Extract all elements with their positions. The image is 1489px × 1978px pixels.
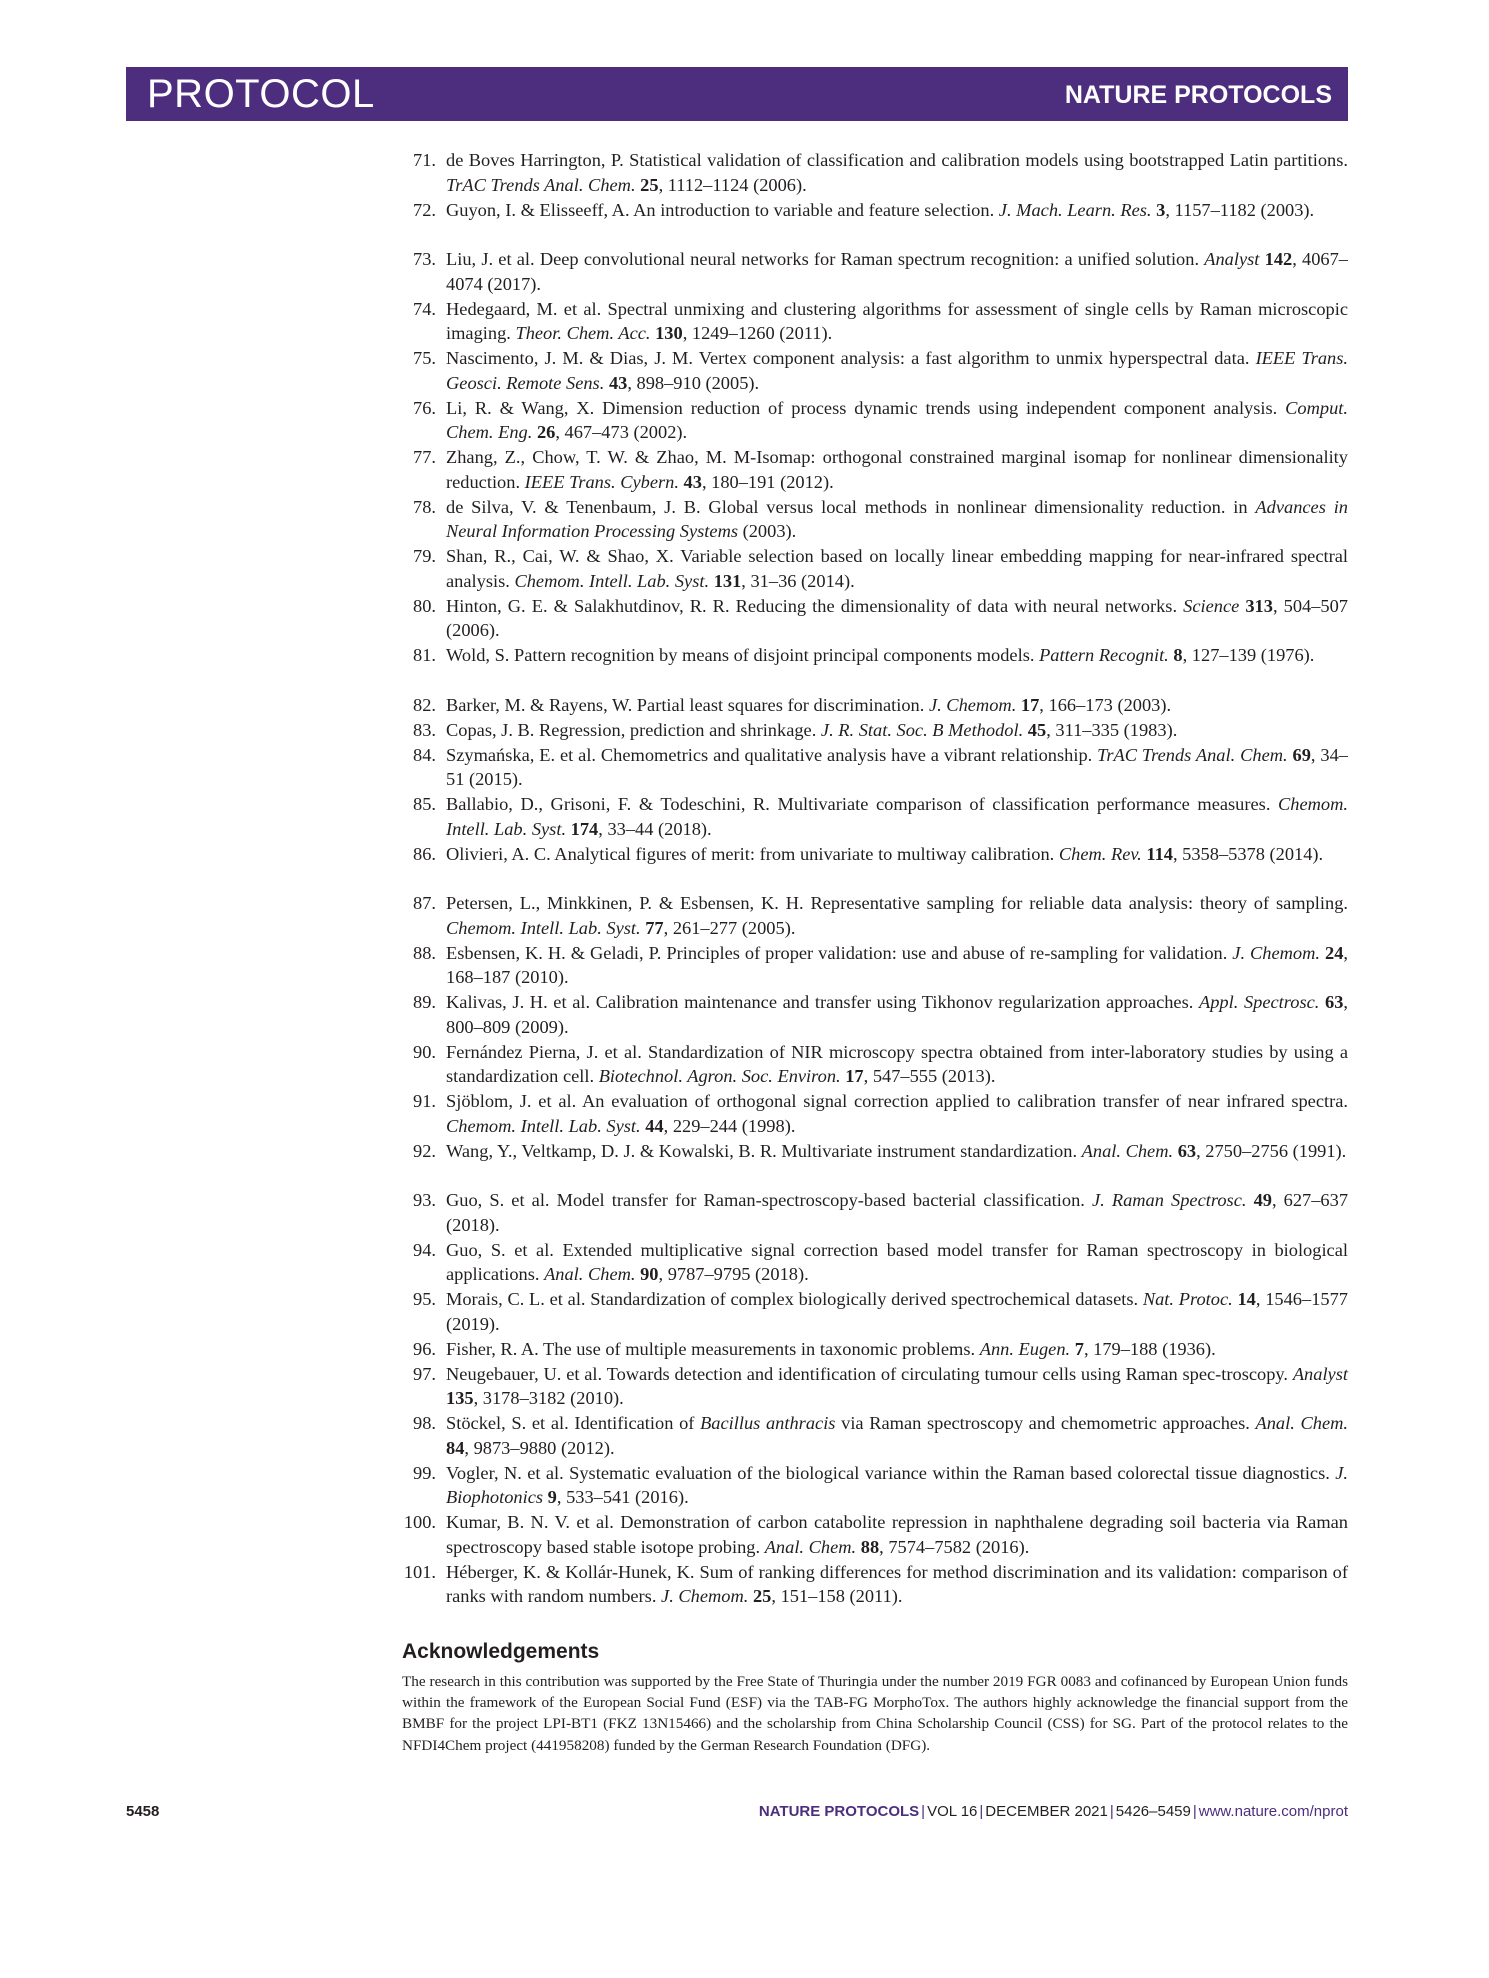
reference-text: , 1157–1182 (2003). (1165, 199, 1315, 220)
reference-text: , 261–277 (2005). (663, 917, 796, 938)
reference-text: Morais, C. L. et al. Standardization of complex biologically derived spectrochemical datasets. (446, 1289, 1143, 1309)
reference-volume: 43 (683, 471, 702, 492)
reference-text: Guo, S. et al. Model transfer for Raman-spectroscopy-based bacterial classification. (446, 1190, 1092, 1210)
reference-text: Vogler, N. et al. Systematic evaluation of the biological variance within the Raman based colorectal tissue diagnostics. (446, 1462, 1336, 1483)
reference-journal: Ann. Eugen. (979, 1338, 1071, 1359)
reference-volume: 17 (845, 1066, 864, 1086)
reference-journal: Science (1183, 595, 1240, 616)
reference-volume: 174 (570, 818, 599, 839)
footer-url-link[interactable]: www.nature.com/nprot (1198, 1803, 1348, 1820)
reference-volume: 7 (1074, 1338, 1084, 1359)
reference-volume: 131 (713, 570, 742, 591)
reference-text: , 166–173 (2003). (1039, 694, 1172, 715)
reference-number: 82. (413, 694, 436, 715)
reference-text: , 533–541 (2016). (556, 1487, 689, 1507)
reference-item (402, 1337, 1348, 1362)
reference-text (1246, 1190, 1253, 1210)
reference-volume: 90 (640, 1264, 659, 1284)
reference-item (402, 693, 1348, 718)
reference-journal: Anal. Chem. (1081, 1140, 1174, 1161)
reference-number: 99. (413, 1462, 436, 1483)
reference-journal: Analyst (1204, 249, 1260, 269)
reference-text: , 229–244 (1998). (663, 1115, 796, 1136)
reference-journal: IEEE Trans. Geosci. Remote Sens. (446, 348, 1348, 393)
reference-volume: 130 (655, 323, 683, 343)
reference-journal: Comput. Chem. Eng. (446, 397, 1348, 442)
reference-text: Kumar, B. N. V. et al. Demonstration of carbon catabolite repression in naphthalene degrading soil bacteria via Raman spectroscopy based stable isotope probing. (446, 1512, 1348, 1557)
reference-number: 90. (413, 1041, 436, 1062)
page-number: 5458 (126, 1803, 160, 1820)
reference-journal: J. Chemom. (1232, 942, 1321, 963)
reference-volume: 69 (1292, 744, 1311, 765)
reference-number: 73. (413, 249, 436, 269)
reference-item (402, 148, 1348, 198)
reference-number: 97. (413, 1363, 436, 1384)
reference-item (402, 1139, 1348, 1189)
reference-text: de Boves Harrington, P. Statistical validation of classification and calibration models using bootstrapped Latin partitions. (446, 150, 1348, 170)
reference-text: Kalivas, J. H. et al. Calibration maintenance and transfer using Tikhonov regularization approaches. (446, 992, 1199, 1012)
reference-journal: IEEE Trans. Cybern. (524, 471, 679, 492)
reference-text: , 800–809 (2009). (446, 992, 1349, 1037)
reference-journal: Chemom. Intell. Lab. Syst. (446, 794, 1348, 839)
reference-text: , 311–335 (1983). (1046, 719, 1178, 740)
reference-item (402, 495, 1348, 545)
reference-item (402, 297, 1348, 347)
reference-number: 91. (413, 1091, 436, 1111)
reference-text: Sjöblom, J. et al. An evaluation of orthogonal signal correction applied to calibration transfer of near infrared spectra. (446, 1091, 1348, 1111)
reference-item (402, 792, 1348, 842)
reference-number: 71. (413, 150, 436, 170)
reference-text: Zhang, Z., Chow, T. W. & Zhao, M. M-Isomap: orthogonal constrained marginal isomap for nonlinear dimensionality reduction. (446, 447, 1348, 492)
reference-volume: 84 (446, 1437, 465, 1458)
reference-item (402, 1238, 1348, 1288)
reference-text: , 9873–9880 (2012). (464, 1437, 615, 1458)
reference-list (402, 148, 1348, 1609)
reference-text: Stöckel, S. et al. Identification of (446, 1413, 701, 1433)
reference-journal: Bacillus anthracis (700, 1413, 836, 1433)
reference-journal: Analyst (1292, 1363, 1348, 1384)
reference-volume: 3 (1156, 199, 1166, 220)
reference-text: , 547–555 (2013). (863, 1066, 996, 1086)
reference-number: 72. (413, 199, 436, 220)
reference-number: 96. (413, 1338, 436, 1359)
footer-volume: VOL 16 (927, 1803, 978, 1820)
reference-volume: 8 (1173, 645, 1183, 665)
reference-text: , 127–139 (1976). (1182, 645, 1315, 665)
reference-number: 100. (403, 1512, 436, 1532)
reference-text: Copas, J. B. Regression, prediction and shrinkage. (446, 719, 821, 740)
reference-item (402, 1188, 1348, 1238)
reference-journal: Anal. Chem. (544, 1264, 636, 1284)
reference-item (402, 643, 1348, 693)
reference-text: Olivieri, A. C. Analytical figures of merit: from univariate to multiway calibration. (446, 843, 1059, 864)
reference-text: , 1112–1124 (2006). (658, 174, 807, 195)
reference-number: 94. (413, 1239, 436, 1260)
reference-volume: 43 (608, 372, 628, 393)
reference-journal: Nat. Protoc. (1142, 1289, 1233, 1309)
reference-item (402, 718, 1348, 743)
reference-item (402, 1089, 1348, 1139)
footer-separator: | (1109, 1803, 1114, 1820)
reference-item (402, 544, 1348, 594)
reference-text: Wold, S. Pattern recognition by means of disjoint principal components models. (446, 645, 1040, 665)
reference-journal: J. Biophotonics (446, 1462, 1348, 1507)
reference-volume: 14 (1237, 1289, 1256, 1309)
journal-header-bar (126, 67, 1348, 121)
reference-text: , 33–44 (2018). (598, 818, 712, 839)
reference-text: Wang, Y., Veltkamp, D. J. & Kowalski, B. R. Multivariate instrument standardization. (446, 1140, 1082, 1161)
reference-text: , 1546–1577 (2019). (446, 1289, 1348, 1334)
reference-volume: 24 (1325, 942, 1344, 963)
reference-text: , 467–473 (2002). (555, 422, 688, 442)
reference-text: , 9787–9795 (2018). (658, 1264, 809, 1284)
reference-text: Hinton, G. E. & Salakhutdinov, R. R. Reducing the dimensionality of data with neural networks. (446, 595, 1184, 616)
reference-text: , 179–188 (1936). (1083, 1338, 1216, 1359)
reference-number: 85. (413, 794, 436, 814)
reference-number: 79. (413, 546, 436, 566)
reference-volume: 135 (446, 1388, 474, 1408)
reference-journal: Theor. Chem. Acc. (515, 323, 651, 343)
reference-volume: 63 (1325, 992, 1344, 1012)
reference-number: 95. (413, 1289, 436, 1309)
reference-item (402, 1040, 1348, 1090)
reference-item (402, 941, 1348, 991)
reference-journal: TrAC Trends Anal. Chem. (1097, 744, 1288, 765)
reference-item (402, 990, 1348, 1040)
reference-text: Ballabio, D., Grisoni, F. & Todeschini, R. Multivariate comparison of classification performance measures. (446, 794, 1279, 814)
reference-text: Guo, S. et al. Extended multiplicative signal correction based model transfer for Raman spectroscopy in biological applications. (446, 1239, 1348, 1284)
reference-journal: J. Raman Spectrosc. (1091, 1190, 1247, 1210)
reference-volume: 17 (1020, 694, 1040, 715)
reference-item (402, 594, 1348, 644)
footer-separator: | (1192, 1803, 1197, 1820)
reference-text: Fernández Pierna, J. et al. Standardization of NIR microscopy spectra obtained from inter-laboratory studies by using a standardization cell. (446, 1041, 1348, 1086)
reference-number: 98. (413, 1413, 436, 1433)
reference-item (402, 445, 1348, 495)
reference-text: Fisher, R. A. The use of multiple measurements in taxonomic problems. (446, 1338, 980, 1359)
reference-journal: J. Chemom. (928, 694, 1017, 715)
reference-volume: 114 (1146, 843, 1173, 864)
reference-text: Shan, R., Cai, W. & Shao, X. Variable selection based on locally linear embedding mapping for near-infrared spectral analysis. (446, 546, 1348, 591)
acknowledgements-heading: Acknowledgements (402, 1640, 600, 1663)
reference-item (402, 346, 1348, 396)
reference-text: Li, R. & Wang, X. Dimension reduction of process dynamic trends using independent component analysis. (446, 397, 1286, 418)
reference-item (402, 247, 1348, 297)
reference-text: , 4067–4074 (2017). (446, 249, 1348, 294)
reference-text: , 5358–5378 (2014). (1172, 843, 1324, 864)
reference-item (402, 743, 1348, 793)
footer-pages: 5426–5459 (1115, 1803, 1191, 1820)
reference-text: , 168–187 (2010). (446, 942, 1348, 987)
reference-text: , 898–910 (2005). (627, 372, 760, 393)
reference-number: 81. (413, 645, 436, 665)
reference-number: 83. (413, 719, 436, 740)
reference-text: de Silva, V. & Tenenbaum, J. B. Global versus local methods in nonlinear dimensionality reduction. in (446, 496, 1256, 517)
reference-journal: Advances in Neural Information Processing Systems (446, 496, 1349, 541)
reference-number: 78. (413, 496, 436, 517)
reference-text: , 504–507 (2006). (446, 595, 1348, 640)
reference-number: 88. (413, 942, 436, 963)
reference-volume: 9 (547, 1487, 557, 1507)
reference-volume: 25 (752, 1586, 772, 1606)
reference-number: 80. (413, 595, 436, 616)
reference-text: Szymańska, E. et al. Chemometrics and qualitative analysis have a vibrant relationship. (446, 744, 1098, 765)
reference-number: 74. (413, 298, 436, 319)
reference-text: , 180–191 (2012). (701, 471, 834, 492)
reference-item (402, 1287, 1348, 1337)
reference-text: Hedegaard, M. et al. Spectral unmixing and clustering algorithms for assessment of single cells by Raman microscopic imaging. (446, 298, 1348, 343)
reference-journal: J. Mach. Learn. Res. (998, 199, 1152, 220)
footer-journal: NATURE PROTOCOLS (758, 1803, 920, 1820)
footer-separator: | (979, 1803, 984, 1820)
reference-volume: 44 (645, 1115, 664, 1136)
reference-number: 75. (413, 348, 436, 368)
reference-volume: 142 (1264, 249, 1293, 269)
reference-text: (2003). (738, 521, 797, 541)
reference-volume: 77 (645, 917, 664, 938)
reference-journal: Anal. Chem. (1255, 1413, 1348, 1433)
acknowledgements-text: The research in this contribution was supported by the Free State of Thuringia under the number 2019 FGR 0083 and cofinanced by European Union funds within the framework of the European Social Fund (ESF) via the TAB-FG MorphoTox. The authors highly acknowledge the financial support from the BMBF for the project LPI-BT1 (FKZ 13N15466) and the scholarship from China Scholarship Council (CSS) for SG. Part of the protocol relates to the NFDI4Chem project (441958208) funded by the German Research Foundation (DFG). (402, 1673, 1348, 1754)
reference-journal: Chemom. Intell. Lab. Syst. (514, 570, 710, 591)
reference-volume: 313 (1245, 595, 1273, 616)
reference-volume: 26 (536, 422, 556, 442)
reference-text: via Raman spectroscopy and chemometric approaches. (835, 1413, 1256, 1433)
reference-volume: 88 (860, 1536, 880, 1557)
reference-journal: TrAC Trends Anal. Chem. (446, 174, 636, 195)
reference-journal: Chemom. Intell. Lab. Syst. (446, 917, 641, 938)
reference-text: Héberger, K. & Kollár-Hunek, K. Sum of ranking differences for method discrimination and its validation: comparison of ranks with random numbers. (446, 1561, 1348, 1606)
reference-text: Neugebauer, U. et al. Towards detection and identification of circulating tumour cells using Raman spec-troscopy. (446, 1363, 1293, 1384)
reference-text: , 151–158 (2011). (771, 1586, 903, 1606)
reference-journal: J. Chemom. (661, 1586, 749, 1606)
reference-item (402, 1411, 1348, 1461)
reference-item (402, 1510, 1348, 1560)
reference-text: Petersen, L., Minkkinen, P. & Esbensen, K. H. Representative sampling for reliable data analysis: theory of sampling. (446, 893, 1348, 913)
reference-journal: Appl. Spectrosc. (1198, 992, 1320, 1012)
reference-number: 77. (413, 447, 436, 467)
reference-volume: 49 (1253, 1190, 1272, 1210)
reference-number: 84. (413, 744, 436, 765)
reference-text: , 34–51 (2015). (446, 744, 1349, 789)
reference-number: 76. (413, 397, 436, 418)
reference-text: , 3178–3182 (2010). (473, 1388, 624, 1408)
reference-journal: Biotechnol. Agron. Soc. Environ. (598, 1066, 841, 1086)
reference-text: , 627–637 (2018). (446, 1190, 1349, 1235)
reference-text: , 2750–2756 (1991). (1196, 1140, 1347, 1161)
reference-volume: 45 (1027, 719, 1047, 740)
reference-item (402, 1560, 1348, 1610)
reference-number: 86. (413, 843, 436, 864)
reference-item (402, 198, 1348, 248)
reference-text: , 1249–1260 (2011). (682, 323, 833, 343)
reference-item (402, 842, 1348, 892)
reference-text: Esbensen, K. H. & Geladi, P. Principles of proper validation: use and abuse of re-sampling for validation. (446, 942, 1233, 963)
reference-journal: Anal. Chem. (764, 1536, 857, 1557)
reference-number: 93. (413, 1190, 436, 1210)
reference-journal: Chemom. Intell. Lab. Syst. (446, 1115, 641, 1136)
reference-item (402, 891, 1348, 941)
reference-item (402, 1362, 1348, 1412)
reference-journal: Chem. Rev. (1058, 843, 1142, 864)
reference-item (402, 1461, 1348, 1511)
reference-text: Barker, M. & Rayens, W. Partial least squares for discrimination. (446, 694, 929, 715)
reference-text: , 7574–7582 (2016). (879, 1536, 1030, 1557)
reference-volume: 25 (640, 174, 659, 195)
footer-separator: | (921, 1803, 926, 1820)
reference-number: 89. (413, 992, 436, 1012)
reference-number: 101. (403, 1561, 436, 1582)
footer-date: DECEMBER 2021 (985, 1803, 1108, 1820)
reference-number: 92. (413, 1140, 436, 1161)
reference-number: 87. (413, 893, 436, 913)
reference-text: Liu, J. et al. Deep convolutional neural networks for Raman spectrum recognition: a unified solution. (446, 249, 1205, 269)
reference-journal: Pattern Recognit. (1039, 645, 1169, 665)
journal-name: NATURE PROTOCOLS (1064, 81, 1332, 109)
reference-text: Guyon, I. & Elisseeff, A. An introduction to variable and feature selection. (446, 199, 999, 220)
reference-journal: J. R. Stat. Soc. B Methodol. (820, 719, 1024, 740)
reference-item (402, 396, 1348, 446)
reference-text: , 31–36 (2014). (741, 570, 855, 591)
footer-citation (759, 1803, 1348, 1820)
reference-volume: 63 (1177, 1140, 1197, 1161)
section-label: PROTOCOL (147, 72, 375, 116)
reference-text: Nascimento, J. M. & Dias, J. M. Vertex component analysis: a fast algorithm to unmix hyperspectral data. (446, 348, 1256, 368)
